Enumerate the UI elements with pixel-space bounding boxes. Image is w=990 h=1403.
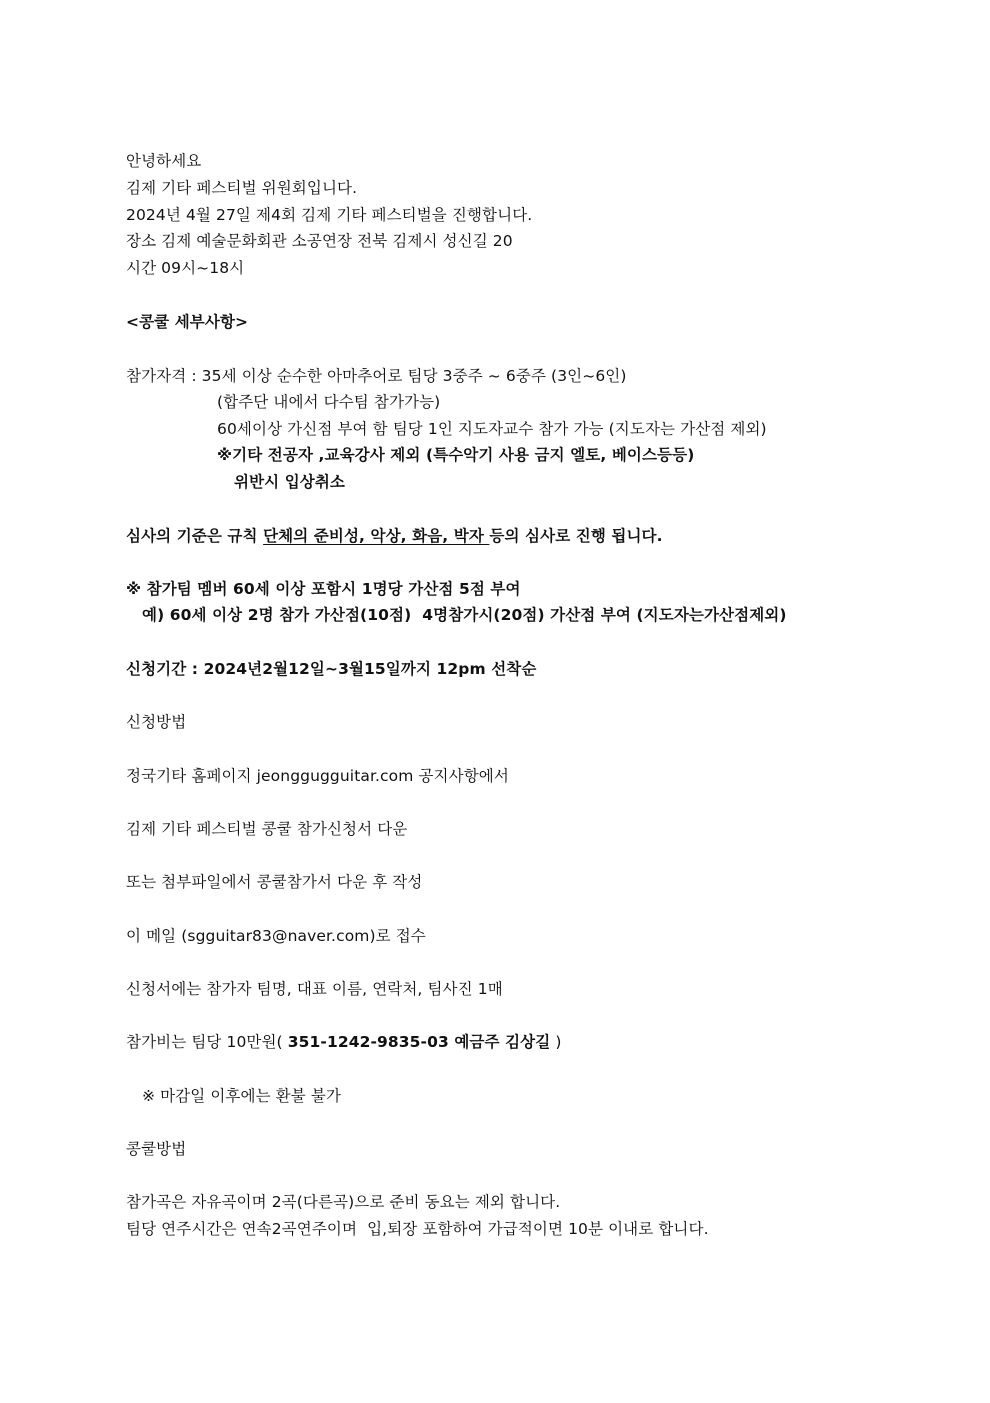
judging-criteria-underlined: 단체의 준비성, 악상, 화음, 박자 — [263, 527, 490, 545]
contest-method-heading: 콩쿨방법 — [126, 1140, 187, 1158]
eligibility-line-3: 60세이상 가신점 부여 함 팀당 1인 지도자교수 참가 가능 (지도자는 가산점 제외) — [217, 420, 767, 438]
judging-criteria — [126, 526, 663, 546]
judging-prefix: 심사의 기준은 규칙 — [126, 527, 264, 545]
application-step-2: 김제 기타 페스티벌 콩쿨 참가신청서 다운 — [126, 820, 408, 838]
fee-line — [126, 1032, 561, 1052]
application-step-5: 신청서에는 참가자 팀명, 대표 이름, 연락처, 팀사진 1매 — [126, 980, 503, 998]
contest-method-line-1: 참가곡은 자유곡이며 2곡(다른곡)으로 준비 동요는 제외 합니다. — [126, 1193, 561, 1211]
greeting: 안녕하세요 — [126, 152, 202, 170]
contest-method-line-2: 팀당 연주시간은 연속2곡연주이며 입,퇴장 포함하여 가급적이면 10분 이내로 합니다. — [126, 1220, 709, 1238]
venue-line: 장소 김제 예술문화회관 소공연장 전북 김제시 성신길 20 — [126, 232, 513, 250]
fee-prefix: 참가비는 팀당 10만원( — [126, 1033, 288, 1051]
contest-details-heading: <콩쿨 세부사항> — [126, 313, 249, 331]
event-line: 2024년 4월 27일 제4회 김제 기타 페스티벌을 진행합니다. — [126, 206, 533, 224]
bonus-line-2: 예) 60세 이상 2명 참가 가산점(10점) 4명참가시(20점) 가산점 부여 (지도자는가산점제외) — [142, 606, 787, 624]
eligibility-line-2: (합주단 내에서 다수팀 참가가능) — [217, 393, 441, 411]
time-line: 시간 09시~18시 — [126, 259, 245, 277]
committee-line: 김제 기타 페스티벌 위원회입니다. — [126, 179, 358, 197]
fee-suffix: ) — [550, 1033, 562, 1051]
refund-note: ※ 마감일 이후에는 환불 불가 — [142, 1087, 341, 1105]
bonus-line-1: ※ 참가팀 멤버 60세 이상 포함시 1명당 가산점 5점 부여 — [126, 580, 521, 598]
application-step-4: 이 메일 (sgguitar83@naver.com)로 접수 — [126, 927, 426, 945]
application-method-heading: 신청방법 — [126, 713, 187, 731]
application-step-1: 정국기타 홈페이지 jeonggugguitar.com 공지사항에서 — [126, 767, 509, 785]
eligibility-restriction: ※기타 전공자 ,교육강사 제외 (특수악기 사용 금지 엘토, 베이스등등) — [217, 446, 695, 464]
application-step-3: 또는 첨부파일에서 콩쿨참가서 다운 후 작성 — [126, 873, 423, 891]
fee-account: 351-1242-9835-03 예금주 김상길 — [287, 1033, 551, 1051]
eligibility-violation: 위반시 입상취소 — [234, 473, 346, 491]
eligibility-line-1: 참가자격 : 35세 이상 순수한 아마추어로 팀당 3중주 ~ 6중주 (3인~6인) — [126, 367, 627, 385]
application-period: 신청기간 : 2024년2월12일~3월15일까지 12pm 선착순 — [126, 660, 537, 678]
judging-suffix: 등의 심사로 진행 됩니다. — [489, 527, 663, 545]
